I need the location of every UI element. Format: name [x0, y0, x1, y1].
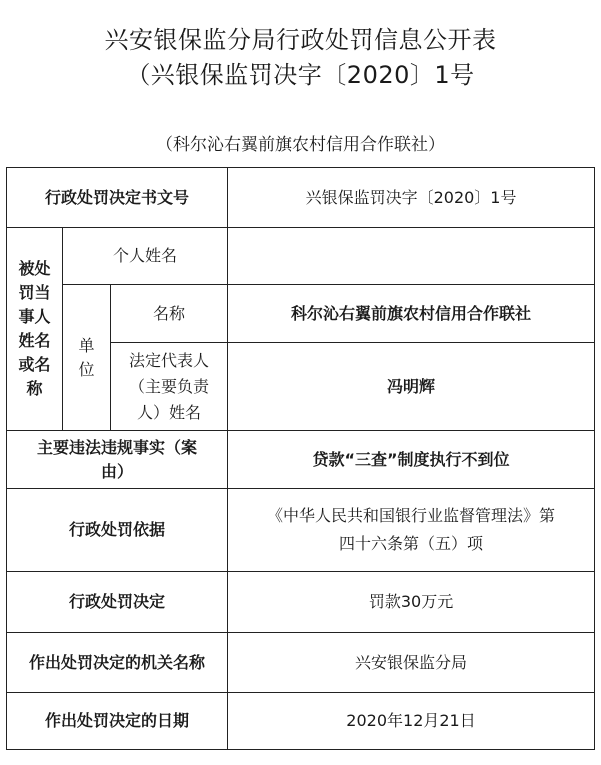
individual-label: 个人姓名	[63, 228, 228, 285]
party-label	[7, 228, 63, 431]
table-row	[7, 431, 595, 489]
legal-rep-label	[111, 343, 228, 431]
table-row	[7, 285, 595, 343]
legal-rep-value: 冯明辉	[228, 343, 595, 431]
facts-label-text: 主要违法违规事实（案 由）	[37, 437, 198, 481]
penalty-info-table	[6, 167, 595, 750]
doc-no-label: 行政处罚决定书文号	[7, 168, 228, 228]
institution-subtitle: （科尔沁右翼前旗农村信用合作联社）	[156, 135, 445, 155]
table-row	[7, 633, 595, 693]
unit-label-text: 单 位	[78, 335, 95, 379]
unit-label	[63, 285, 111, 431]
facts-value: 贷款“三查”制度执行不到位	[228, 431, 595, 489]
table-row	[7, 572, 595, 633]
basis-value	[228, 489, 595, 572]
page-title: 兴安银保监分局行政处罚信息公开表	[104, 26, 497, 54]
unit-name-label: 名称	[111, 285, 228, 343]
table-row	[7, 228, 595, 285]
basis-label: 行政处罚依据	[7, 489, 228, 572]
decision-value: 罚款30万元	[228, 572, 595, 633]
date-label: 作出处罚决定的日期	[7, 693, 228, 750]
basis-value-text: 《中华人民共和国银行业监督管理法》第 四十六条第（五）项	[267, 506, 556, 553]
table-row	[7, 693, 595, 750]
decision-label: 行政处罚决定	[7, 572, 228, 633]
date-value: 2020年12月21日	[228, 693, 595, 750]
unit-name-value: 科尔沁右翼前旗农村信用合作联社	[228, 285, 595, 343]
table-row	[7, 489, 595, 572]
authority-label: 作出处罚决定的机关名称	[7, 633, 228, 693]
table-row	[7, 168, 595, 228]
doc-no-value: 兴银保监罚决字〔2020〕1号	[228, 168, 595, 228]
authority-value: 兴安银保监分局	[228, 633, 595, 693]
document-number-title: （兴银保监罚决字〔2020〕1号	[126, 61, 475, 89]
facts-label	[7, 431, 228, 489]
party-label-text: 被处 罚当 事人 姓名 或名 称	[18, 259, 51, 398]
individual-value	[228, 228, 595, 285]
legal-rep-label-text: 法定代表人 （主要负责 人）姓名	[129, 350, 210, 422]
